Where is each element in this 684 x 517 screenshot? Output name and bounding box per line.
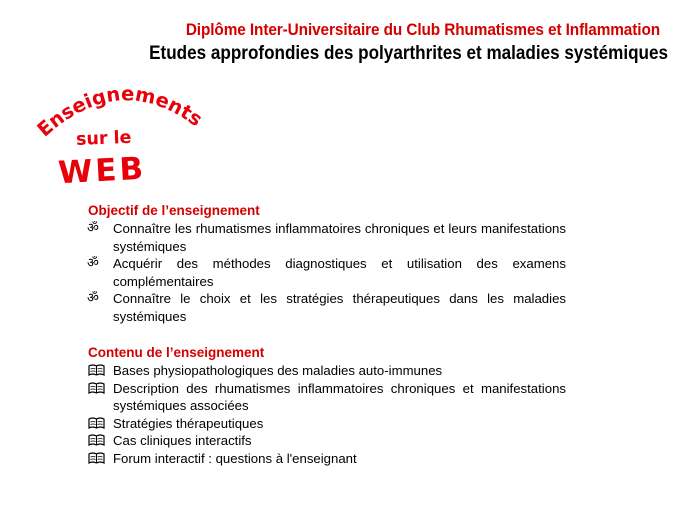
open-book-icon (88, 363, 106, 378)
list-item: Cas cliniques interactifs (88, 432, 566, 450)
open-book-icon (88, 451, 106, 466)
section-contenu (88, 345, 566, 467)
section-heading-objectif: Objectif de l’enseignement (88, 203, 260, 218)
open-book-icon (88, 381, 106, 396)
om-icon: ॐ (87, 291, 99, 306)
list-item: Forum interactif : questions à l'enseignant (88, 450, 566, 468)
list-item: Bases physiopathologiques des maladies auto-immunes (88, 362, 566, 380)
objectif-list (88, 220, 566, 325)
contenu-list (88, 362, 566, 467)
logo-line-sur-le: sur le (75, 127, 132, 150)
list-item: Stratégies thérapeutiques (88, 415, 566, 433)
header-subtitle: Etudes approfondies des polyarthrites et maladies systémiques (149, 43, 668, 64)
list-item: ॐ Acquérir des méthodes diagnostiques et utilisation des examens complémentaires (87, 256, 566, 289)
section-objectif (88, 203, 566, 325)
list-item: ॐ Connaître le choix et les stratégies thérapeutiques dans les maladies systémiques (87, 291, 566, 324)
om-icon: ॐ (87, 221, 99, 236)
open-book-icon (88, 416, 106, 431)
enseignements-web-logo (30, 78, 230, 193)
section-heading-contenu: Contenu de l’enseignement (88, 345, 265, 360)
header-diploma-title: Diplôme Inter-Universitaire du Club Rhumatismes et Inflammation (185, 21, 660, 39)
list-item: ॐ Connaître les rhumatismes inflammatoires chroniques et leurs manifestations systémiques (87, 221, 566, 254)
logo-line-web: WEB (57, 150, 148, 192)
om-icon: ॐ (87, 256, 99, 271)
list-item: Description des rhumatismes inflammatoires chroniques et manifestations systémiques associées (88, 380, 566, 415)
logo-line-enseignements: Enseignements (32, 82, 207, 142)
open-book-icon (88, 433, 106, 448)
